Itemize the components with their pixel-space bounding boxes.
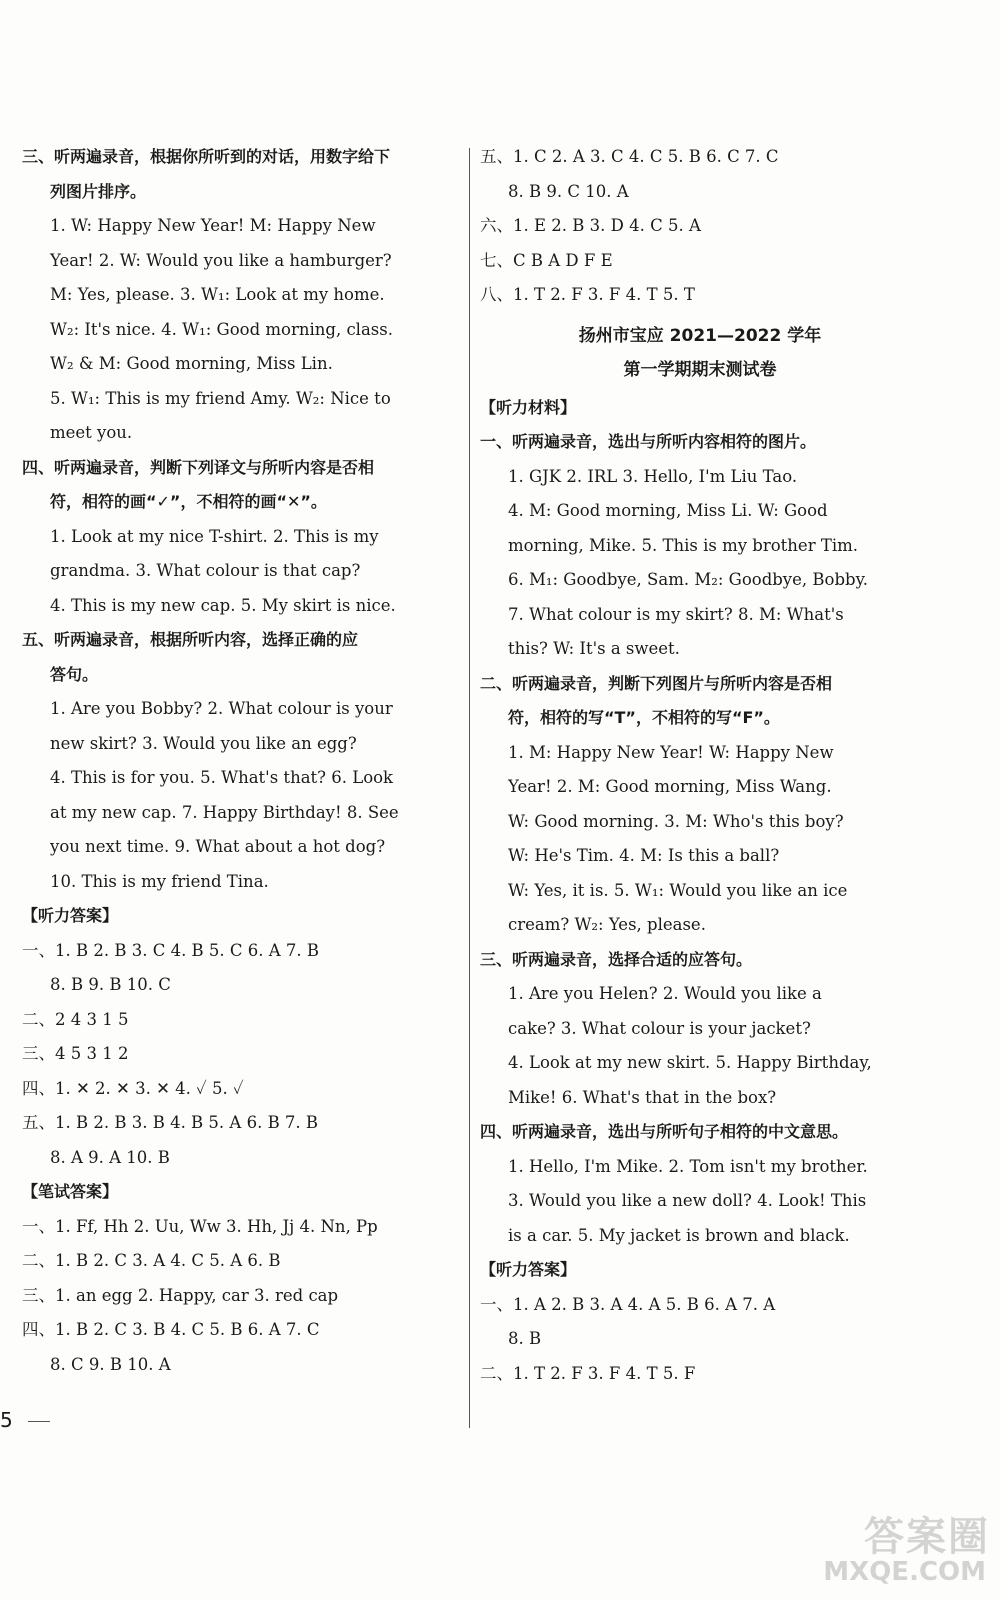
text-line: W₂: It's nice. 4. W₁: Good morning, class. (50, 319, 393, 339)
text-line: 1. W: Happy New Year! M: Happy New (50, 216, 376, 235)
text-line: 二、1. B 2. C 3. A 4. C 5. A 6. B (22, 1251, 281, 1270)
text-line: W: Good morning. 3. M: Who's this boy? (508, 811, 844, 831)
text-line: 五、听两遍录音，根据所听内容，选择正确的应 (22, 630, 359, 649)
text-line: 一、1. Ff, Hh 2. Uu, Ww 3. Hh, Jj 4. Nn, Pp (22, 1216, 378, 1236)
text-line: 五、1. B 2. B 3. B 4. B 5. A 6. B 7. B (22, 1113, 319, 1132)
text-line: 七、C B A D F E (480, 250, 613, 270)
text-line: grandma. 3. What colour is that cap? (50, 561, 361, 580)
text-line: at my new cap. 7. Happy Birthday! 8. See (50, 802, 399, 822)
text-line: Mike! 6. What's that in the box? (508, 1087, 777, 1107)
text-line: 六、1. E 2. B 3. D 4. C 5. A (480, 216, 701, 235)
text-line: 10. This is my friend Tina. (50, 871, 269, 891)
text-line: 6. M₁: Goodbye, Sam. M₂: Goodbye, Bobby. (508, 570, 868, 589)
page-number-rule (28, 1421, 50, 1422)
text-line: 4. This is for you. 5. What's that? 6. Look (50, 768, 394, 787)
text-line: this? W: It's a sweet. (508, 639, 680, 658)
listening-section (480, 391, 920, 1392)
text-line: 一、听两遍录音，选出与所听内容相符的图片。 (480, 432, 817, 451)
text-line: 二、听两遍录音，判断下列图片与所听内容是否相 (480, 673, 833, 693)
text-line: 7. What colour is my skirt? 8. M: What's (508, 604, 844, 624)
text-line: 4. Look at my new skirt. 5. Happy Birthday, (508, 1053, 872, 1072)
text-line: W₂ & M: Good morning, Miss Lin. (50, 354, 333, 373)
text-line: you next time. 9. What about a hot dog? (50, 837, 386, 856)
text-line: 8. C 9. B 10. A (50, 1354, 171, 1374)
exam-title-line-1: 扬州市宝应 2021—2022 学年 (578, 325, 822, 346)
text-line: cake? 3. What colour is your jacket? (508, 1018, 811, 1038)
text-line: 二、2 4 3 1 5 (22, 1009, 129, 1029)
text-line: 1. Are you Helen? 2. Would you like a (508, 984, 822, 1003)
text-line: 四、听两遍录音，选出与所听句子相符的中文意思。 (480, 1122, 849, 1141)
text-line: 【听力材料】 (480, 397, 577, 417)
text-line: 【听力答案】 (480, 1260, 577, 1279)
watermark-en: MXQE.COM (823, 1557, 986, 1587)
right-column (480, 140, 920, 1391)
text-line: Year! 2. M: Good morning, Miss Wang. (508, 777, 832, 796)
text-line: W: Yes, it is. 5. W₁: Would you like an ice (508, 880, 848, 900)
text-line: 四、听两遍录音，判断下列译文与所听内容是否相 (22, 457, 375, 477)
watermark-cn: 答案圈 (864, 1514, 990, 1560)
text-line: 三、1. an egg 2. Happy, car 3. red cap (22, 1285, 339, 1305)
text-line: 4. This is my new cap. 5. My skirt is nice. (50, 595, 396, 615)
text-line: M: Yes, please. 3. W₁: Look at my home. (50, 285, 385, 304)
text-line: 【笔试答案】 (22, 1182, 119, 1201)
text-line: cream? W₂: Yes, please. (508, 915, 706, 934)
text-line: is a car. 5. My jacket is brown and black. (508, 1225, 850, 1245)
text-line: 1. GJK 2. IRL 3. Hello, I'm Liu Tao. (508, 466, 798, 486)
text-line: 一、1. B 2. B 3. C 4. B 5. C 6. A 7. B (22, 940, 320, 960)
text-line: 8. B (508, 1329, 542, 1348)
text-line: W: He's Tim. 4. M: Is this a ball? (508, 846, 780, 865)
left-column (22, 140, 464, 1382)
text-line: 3. Would you like a new doll? 4. Look! This (508, 1191, 867, 1210)
text-line: 三、4 5 3 1 2 (22, 1044, 129, 1063)
text-line: 符，相符的画“✓”，不相符的画“✕”。 (50, 492, 327, 511)
column-divider (469, 148, 470, 1428)
text-line: 二、1. T 2. F 3. F 4. T 5. F (480, 1363, 696, 1383)
text-line: Year! 2. W: Would you like a hamburger? (50, 250, 392, 270)
text-line: 8. B 9. C 10. A (508, 181, 629, 201)
text-line: meet you. (50, 423, 133, 442)
page-number: 5 (0, 1408, 13, 1432)
text-line: 8. A 9. A 10. B (50, 1147, 170, 1167)
text-line: 8. B 9. B 10. C (50, 975, 171, 994)
text-line: 1. Look at my nice T-shirt. 2. This is my (50, 526, 379, 546)
text-line: 列图片排序。 (50, 181, 147, 201)
text-line: 符，相符的写“T”，不相符的写“F”。 (508, 708, 780, 727)
text-line: 【听力答案】 (22, 906, 119, 925)
text-line: 八、1. T 2. F 3. F 4. T 5. T (480, 285, 695, 304)
text-line: 四、1. ✕ 2. ✕ 3. ✕ 4. ✓ 5. ✓ (22, 1078, 244, 1098)
text-line: 4. M: Good morning, Miss Li. W: Good (508, 501, 828, 520)
text-line: 四、1. B 2. C 3. B 4. C 5. B 6. A 7. C (22, 1320, 320, 1339)
text-line: 三、听两遍录音，选择合适的应答句。 (480, 949, 753, 969)
exam-title-line-2: 第一学期期末测试卷 (623, 359, 777, 380)
text-line: 1. M: Happy New Year! W: Happy New (508, 742, 834, 762)
text-line: 5. W₁: This is my friend Amy. W₂: Nice to (50, 388, 391, 408)
text-line: 一、1. A 2. B 3. A 4. A 5. B 6. A 7. A (480, 1294, 776, 1314)
watermark-logo (810, 1505, 990, 1595)
text-line: 答句。 (50, 664, 99, 684)
text-line: 五、1. C 2. A 3. C 4. C 5. B 6. C 7. C (480, 147, 779, 166)
text-line: 三、听两遍录音，根据你所听到的对话，用数字给下 (22, 147, 391, 166)
text-line: morning, Mike. 5. This is my brother Tim. (508, 535, 858, 555)
previous-answers (480, 140, 920, 313)
text-line: new skirt? 3. Would you like an egg? (50, 733, 357, 753)
text-line: 1. Are you Bobby? 2. What colour is your (50, 699, 393, 718)
text-line: 1. Hello, I'm Mike. 2. Tom isn't my brother. (508, 1156, 868, 1176)
